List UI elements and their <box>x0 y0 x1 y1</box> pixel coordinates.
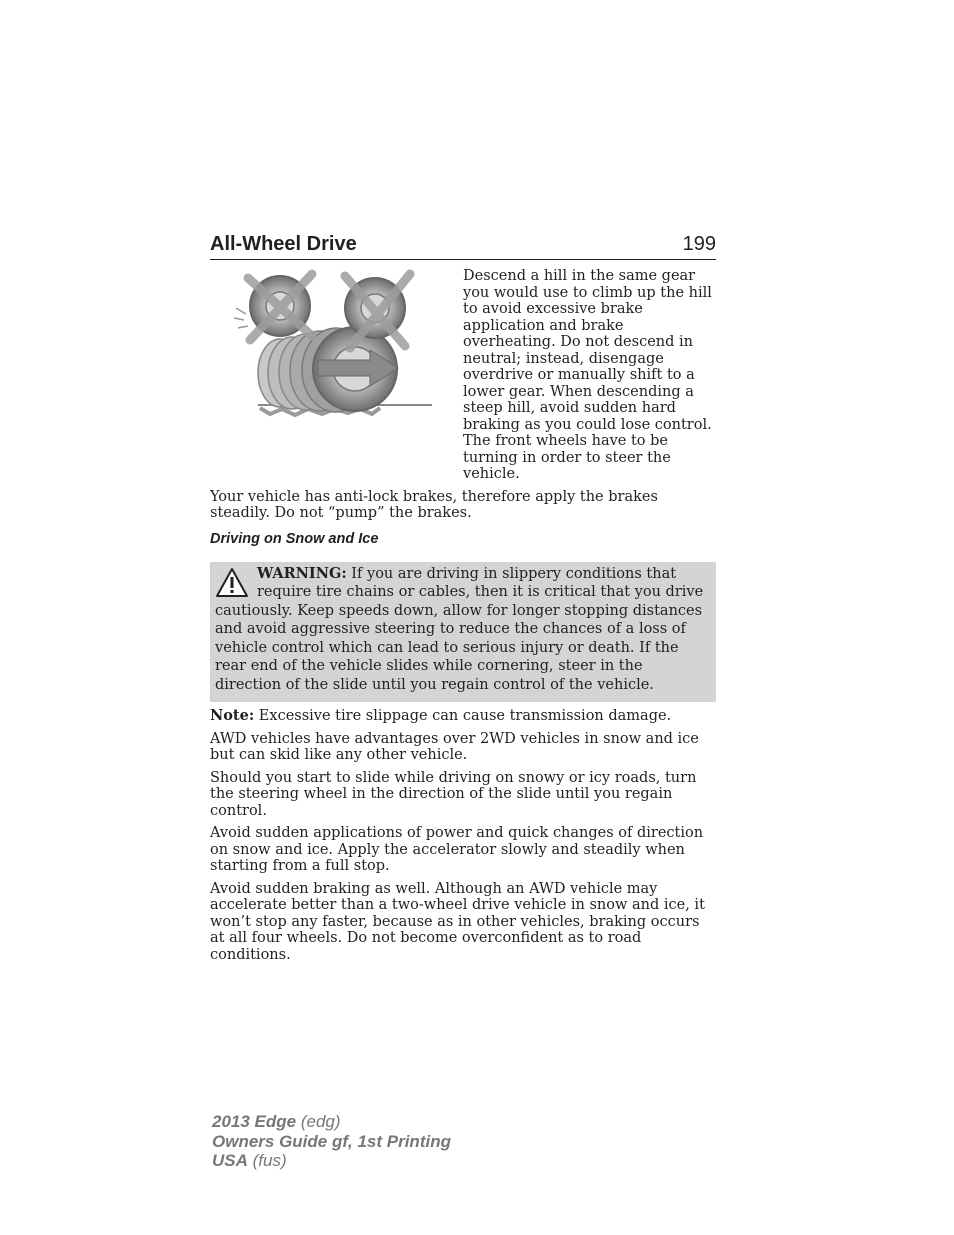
warning-box <box>210 562 716 703</box>
paragraph-power: Avoid sudden applications of power and quick changes of direction on snow and ice. Apply the accelerator slowly and steadily when starting from a full stop. <box>210 825 704 874</box>
paragraph-braking: Avoid sudden braking as well. Although an AWD vehicle may accelerate better than a two-wheel drive vehicle in snow and ice, it won’t stop any faster, because as in other vehicles, braking occurs at all four wheels. Do not become overconfident as to road conditions. <box>210 880 705 963</box>
subheading: Driving on Snow and Ice <box>210 530 379 547</box>
page-content <box>210 228 716 963</box>
page-number: 199 <box>682 233 716 255</box>
figure-row <box>210 268 716 483</box>
note-label: Note: <box>210 707 255 724</box>
note-text: Excessive tire slippage can cause transmission damage. <box>254 708 672 724</box>
page-footer <box>212 1112 451 1171</box>
warning-label: WARNING: <box>257 564 347 582</box>
hill-descent-text: Descend a hill in the same gear you would use to climb up the hill to avoid excessive brake application and brake overheating. Do not descend in neutral; instead, disengage overdrive or manually shift to a lower gear. When descending a steep hill, avoid sudden hard braking as you could lose control. The front wheels have to be turning in order to steer the vehicle. <box>463 268 712 482</box>
footer-line-3: USA (fus) <box>212 1151 287 1170</box>
antilock-paragraph: Your vehicle has anti-lock brakes, therefore apply the brakes steadily. Do not “pump” the brakes. <box>210 488 658 521</box>
page-header <box>210 228 716 260</box>
tire-skid-icon <box>210 268 450 438</box>
footer-line-1: 2013 Edge (edg) <box>212 1112 341 1131</box>
wheel-illustration <box>210 268 450 438</box>
paragraph-slide: Should you start to slide while driving on snowy or icy roads, turn the steering wheel in the direction of the slide until you regain control. <box>210 769 697 819</box>
section-title: All-Wheel Drive <box>210 233 357 255</box>
note-paragraph <box>210 708 716 725</box>
paragraph-awd: AWD vehicles have advantages over 2WD vehicles in snow and ice but can skid like any other vehicle. <box>210 730 699 763</box>
warning-triangle-icon <box>215 567 249 599</box>
warning-text: If you are driving in slippery conditions that require tire chains or cables, then it is critical that you drive cautiously. Keep speeds down, allow for longer stopping distances and avoid aggressive steering to reduce the chances of a loss of vehicle control which can lead to serious injury or death. If the rear end of the vehicle slides while cornering, steer in the direction of the slide until you regain control of the vehicle. <box>215 565 704 693</box>
footer-line-2: Owners Guide gf, 1st Printing <box>212 1131 451 1151</box>
